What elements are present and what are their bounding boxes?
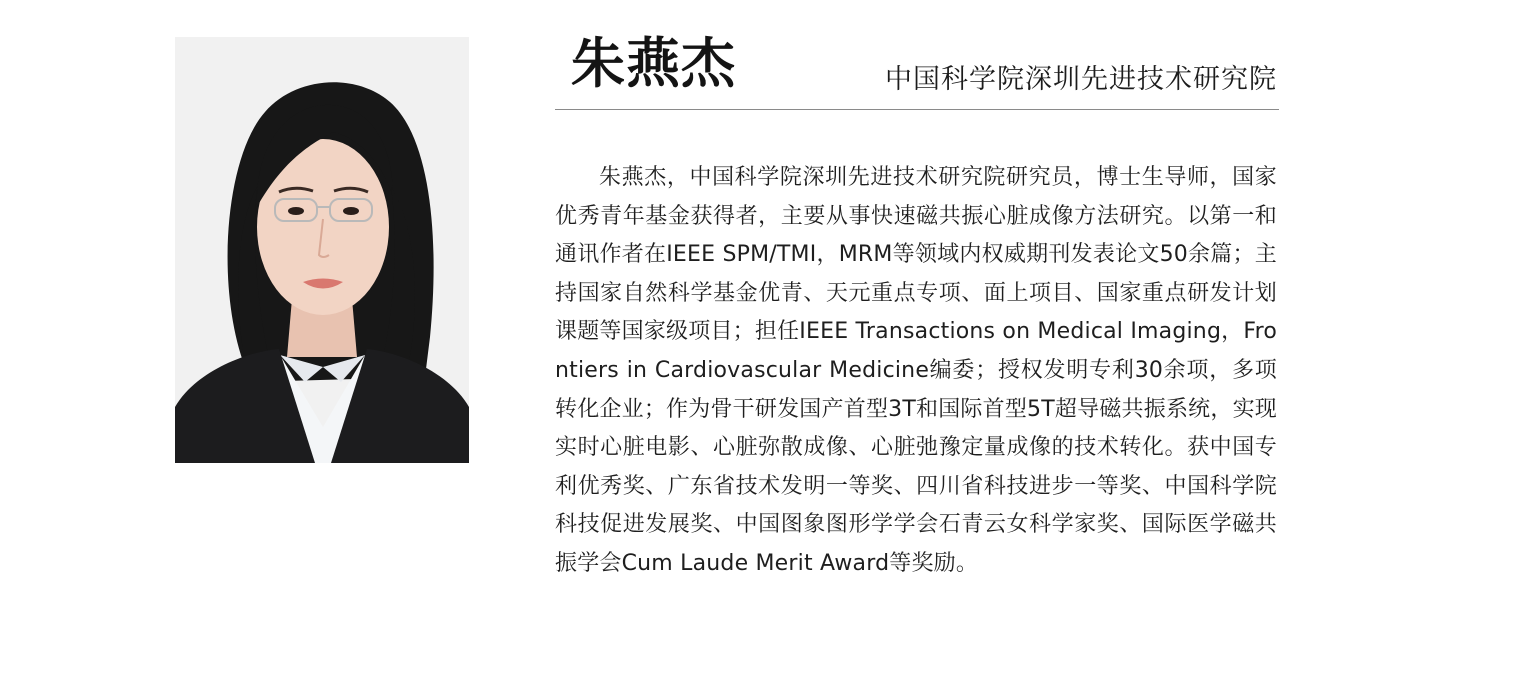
- profile-header: [555, 22, 1279, 110]
- header-divider: [555, 109, 1279, 110]
- left-eye: [288, 207, 304, 215]
- person-name: 朱燕杰: [571, 31, 736, 95]
- biography-text: 朱燕杰，中国科学院深圳先进技术研究院研究员，博士生导师，国家优秀青年基金获得者，主要从事快速磁共振心脏成像方法研究。以第一和通讯作者在IEEE SPM/TMI，MRM等领域内权威期刊发表论文50余篇；主持国家自然科学基金优青、天元重点专项、面上项目、国家重点研发计划课题等国家级项目；担任IEEE Transactions on Medical Imaging，Frontiers in Cardiovascular Medicine编委；授权发明专利30余项，多项转化企业；作为骨干研发国产首型3T和国际首型5T超导磁共振系统，实现实时心脏电影、心脏弥散成像、心脏弛豫定量成像的技术转化。获中国专利优秀奖、广东省技术发明一等奖、四川省科技进步一等奖、中国科学院科技促进发展奖、中国图象图形学学会石青云女科学家奖、国际医学磁共振学会Cum Laude Merit Award等奖励。: [555, 165, 1277, 576]
- portrait-illustration: [175, 37, 469, 463]
- portrait-photo: [175, 37, 469, 463]
- right-eye: [343, 207, 359, 215]
- institution-name: 中国科学院深圳先进技术研究院: [885, 64, 1277, 95]
